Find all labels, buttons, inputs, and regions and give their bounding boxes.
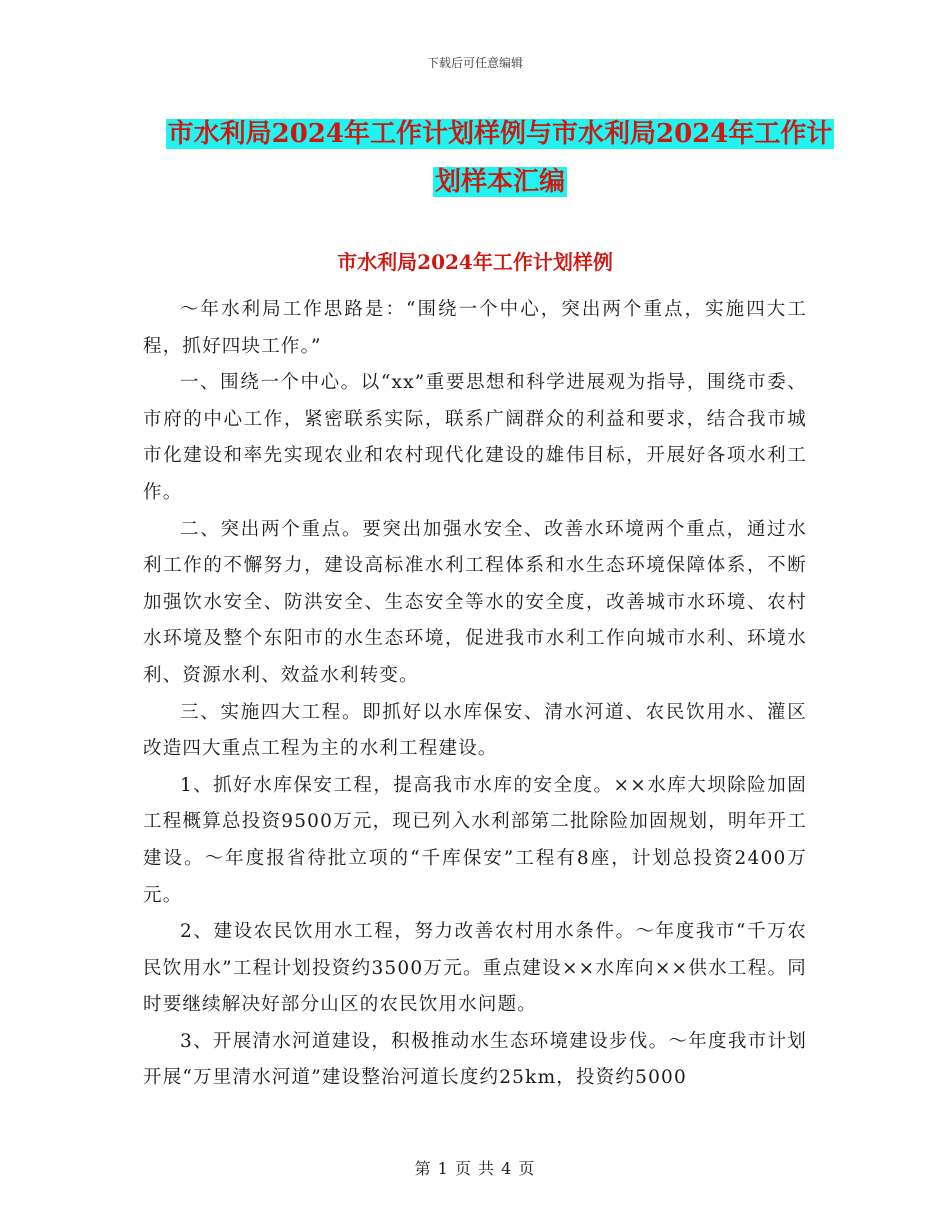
paragraph: 1、抓好水库保安工程，提高我市水库的安全度。××水库大坝除险加固工程概算总投资9500万元，现已列入水利部第二批除险加固规划，明年开工建设。～年度报省待批立项的“千库保安”工程有8座，计划总投资2400万元。 (143, 774, 807, 906)
document-title (160, 110, 840, 206)
paragraph: 3、开展清水河道建设，积极推动水生态环境建设步伐。～年度我市计划开展“万里清水河道”建设整治河道长度约25km，投资约5000 (143, 1030, 807, 1089)
section-title: 市水利局2024年工作计划样例 (337, 250, 613, 274)
paragraph: 三、实施四大工程。即抓好以水库保安、清水河道、农民饮用水、灌区改造四大重点工程为主的水利工程建设。 (143, 701, 807, 760)
document-title-text: 市水利局2024年工作计划样例与市水利局2024年工作计划样本汇编 (167, 119, 833, 197)
header-note: 下载后可任意编辑 (426, 56, 523, 70)
paragraph: 2、建设农民饮用水工程，努力改善农村用水条件。～年度我市“千万农民饮用水”工程计划投资约3500万元。重点建设××水库向××供水工程。同时要继续解决好部分山区的农民饮用水问题。 (143, 921, 807, 1016)
paragraph: 一、围绕一个中心。以“xx”重要思想和科学进展观为指导，围绕市委、市府的中心工作，紧密联系实际，联系广阔群众的利益和要求，结合我市城市化建设和率先实现农业和农村现代化建设的雄伟目标，开展好各项水利工作。 (143, 372, 807, 503)
paragraph: 二、突出两个重点。要突出加强水安全、改善水环境两个重点，通过水利工作的不懈努力，建设高标准水利工程体系和水生态环境保障体系，不断加强饮水安全、防洪安全、生态安全等水的安全度，改善城市水环境、农村水环境及整个东阳市的水生态环境，促进我市水利工作向城市水利、环境水利、资源水利、效益水利转变。 (143, 518, 807, 686)
paragraph: ～年水利局工作思路是：“围绕一个中心，突出两个重点，实施四大工程，抓好四块工作。” (143, 299, 807, 357)
document-body (143, 292, 807, 1097)
page-footer: 第 1 页 共 4 页 (414, 1159, 536, 1178)
